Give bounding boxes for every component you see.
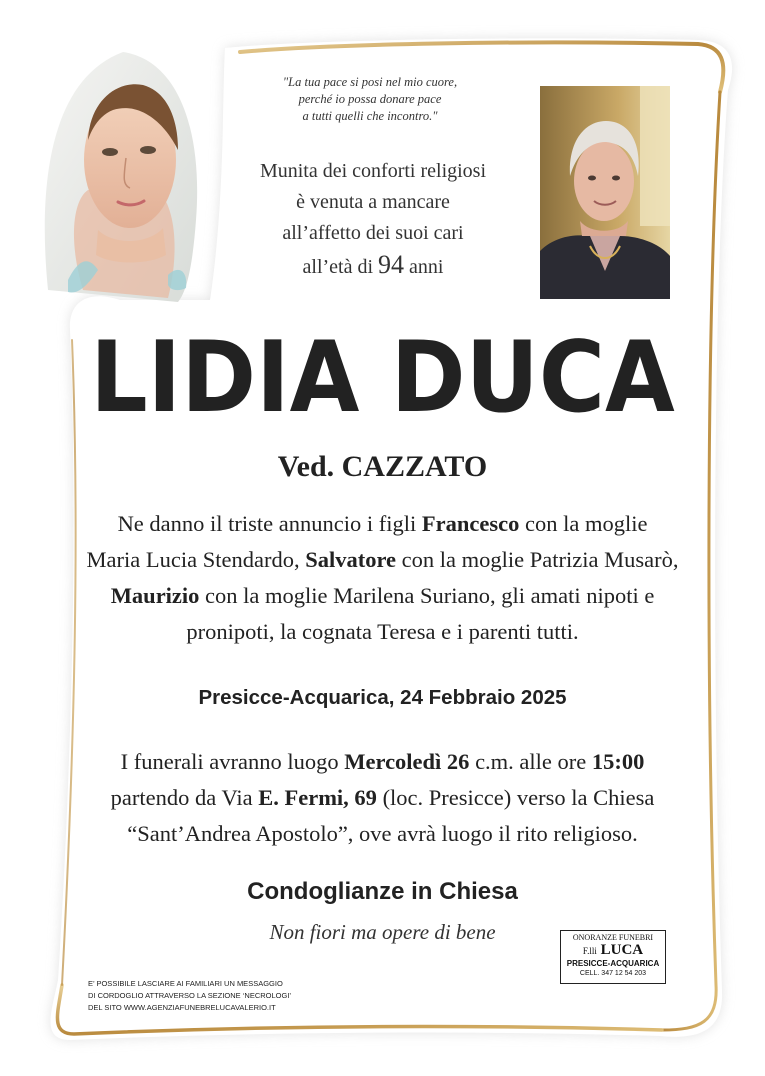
- announcement-text: con la moglie Patrizia Musarò,: [401, 547, 679, 572]
- logo-city: PRESICCE-ACQUARICA: [566, 959, 660, 968]
- announcement-text: Ne danno il triste annuncio i figli: [117, 511, 417, 536]
- funeral-text: (loc. Presicce) verso la Chiesa: [382, 785, 655, 810]
- announcement-text: con la moglie: [524, 511, 648, 536]
- announcement-line-1: [60, 506, 705, 542]
- intro-line-2: è venuta a mancare: [296, 191, 450, 213]
- footer-line-3: DEL SITO WWW.AGENZIAFUNEBRELUCAVALERIO.IT: [88, 1003, 276, 1012]
- intro-block: [228, 156, 518, 283]
- age-suffix: anni: [409, 256, 444, 278]
- quote-block: [250, 74, 490, 125]
- intro-line-4: [228, 249, 518, 283]
- quote-line-3: a tutti quelli che incontro.": [302, 109, 438, 123]
- funeral-line-1: [60, 744, 705, 780]
- announcement-text: con la moglie Marilena Suriano, gli amati nipoti e: [205, 583, 655, 608]
- no-flowers-note: Non fiori ma opere di bene: [269, 920, 496, 944]
- age-value: 94: [378, 250, 405, 279]
- madonna-portrait-image: [28, 40, 206, 305]
- funeral-day: Mercoledì 26: [344, 749, 470, 774]
- deceased-name: LIDIA DUCA: [90, 321, 675, 435]
- logo-line-1: ONORANZE FUNEBRI: [572, 933, 654, 942]
- child-name-salvatore: Salvatore: [305, 547, 397, 572]
- intro-line-1: Munita dei conforti religiosi: [259, 160, 487, 182]
- funeral-details: [60, 744, 705, 852]
- deceased-portrait-image: [540, 86, 670, 299]
- footer-message: [88, 978, 348, 1014]
- logo-surname: LUCA: [600, 942, 644, 958]
- funeral-line-2: [60, 780, 705, 816]
- funeral-time: 15:00: [591, 749, 645, 774]
- child-name-francesco: Francesco: [421, 511, 520, 536]
- announcement-text: Maria Lucia Stendardo,: [86, 547, 300, 572]
- intro-line-3: all’affetto dei suoi cari: [282, 222, 464, 244]
- logo-name: [561, 943, 665, 959]
- quote-line-1: "La tua pace si posi nel mio cuore,: [282, 75, 458, 89]
- logo-brothers: F.lli: [582, 946, 597, 956]
- funeral-line-3: “Sant’Andrea Apostolo”, ove avrà luogo il rito religioso.: [127, 821, 638, 846]
- announcement-line-2: [60, 542, 705, 578]
- footer-line-1: E’ POSSIBILE LASCIARE AI FAMILIARI UN MESSAGGIO: [88, 979, 283, 988]
- widow-of: Ved. CAZZATO: [277, 450, 488, 483]
- funeral-address: E. Fermi, 69: [258, 785, 377, 810]
- funeral-agency-logo: [560, 930, 666, 984]
- quote-line-2: perché io possa donare pace: [298, 92, 442, 106]
- logo-phone: CELL. 347 12 54 203: [579, 970, 647, 977]
- child-name-maurizio: Maurizio: [110, 583, 200, 608]
- announcement-block: [60, 506, 705, 650]
- age-prefix: all’età di: [302, 256, 374, 278]
- announcement-line-3: [60, 578, 705, 614]
- funeral-text: I funerali avranno luogo: [120, 749, 339, 774]
- announcement-line-4: pronipoti, la cognata Teresa e i parenti tutti.: [186, 619, 579, 644]
- funeral-text: c.m. alle ore: [475, 749, 587, 774]
- footer-line-2: DI CORDOGLIO ATTRAVERSO LA SEZIONE ‘NECROLOGI’: [88, 991, 292, 1000]
- place-date: Presicce-Acquarica, 24 Febbraio 2025: [198, 686, 567, 709]
- funeral-text: partendo da Via: [110, 785, 253, 810]
- condolences-note: Condoglianze in Chiesa: [247, 878, 518, 905]
